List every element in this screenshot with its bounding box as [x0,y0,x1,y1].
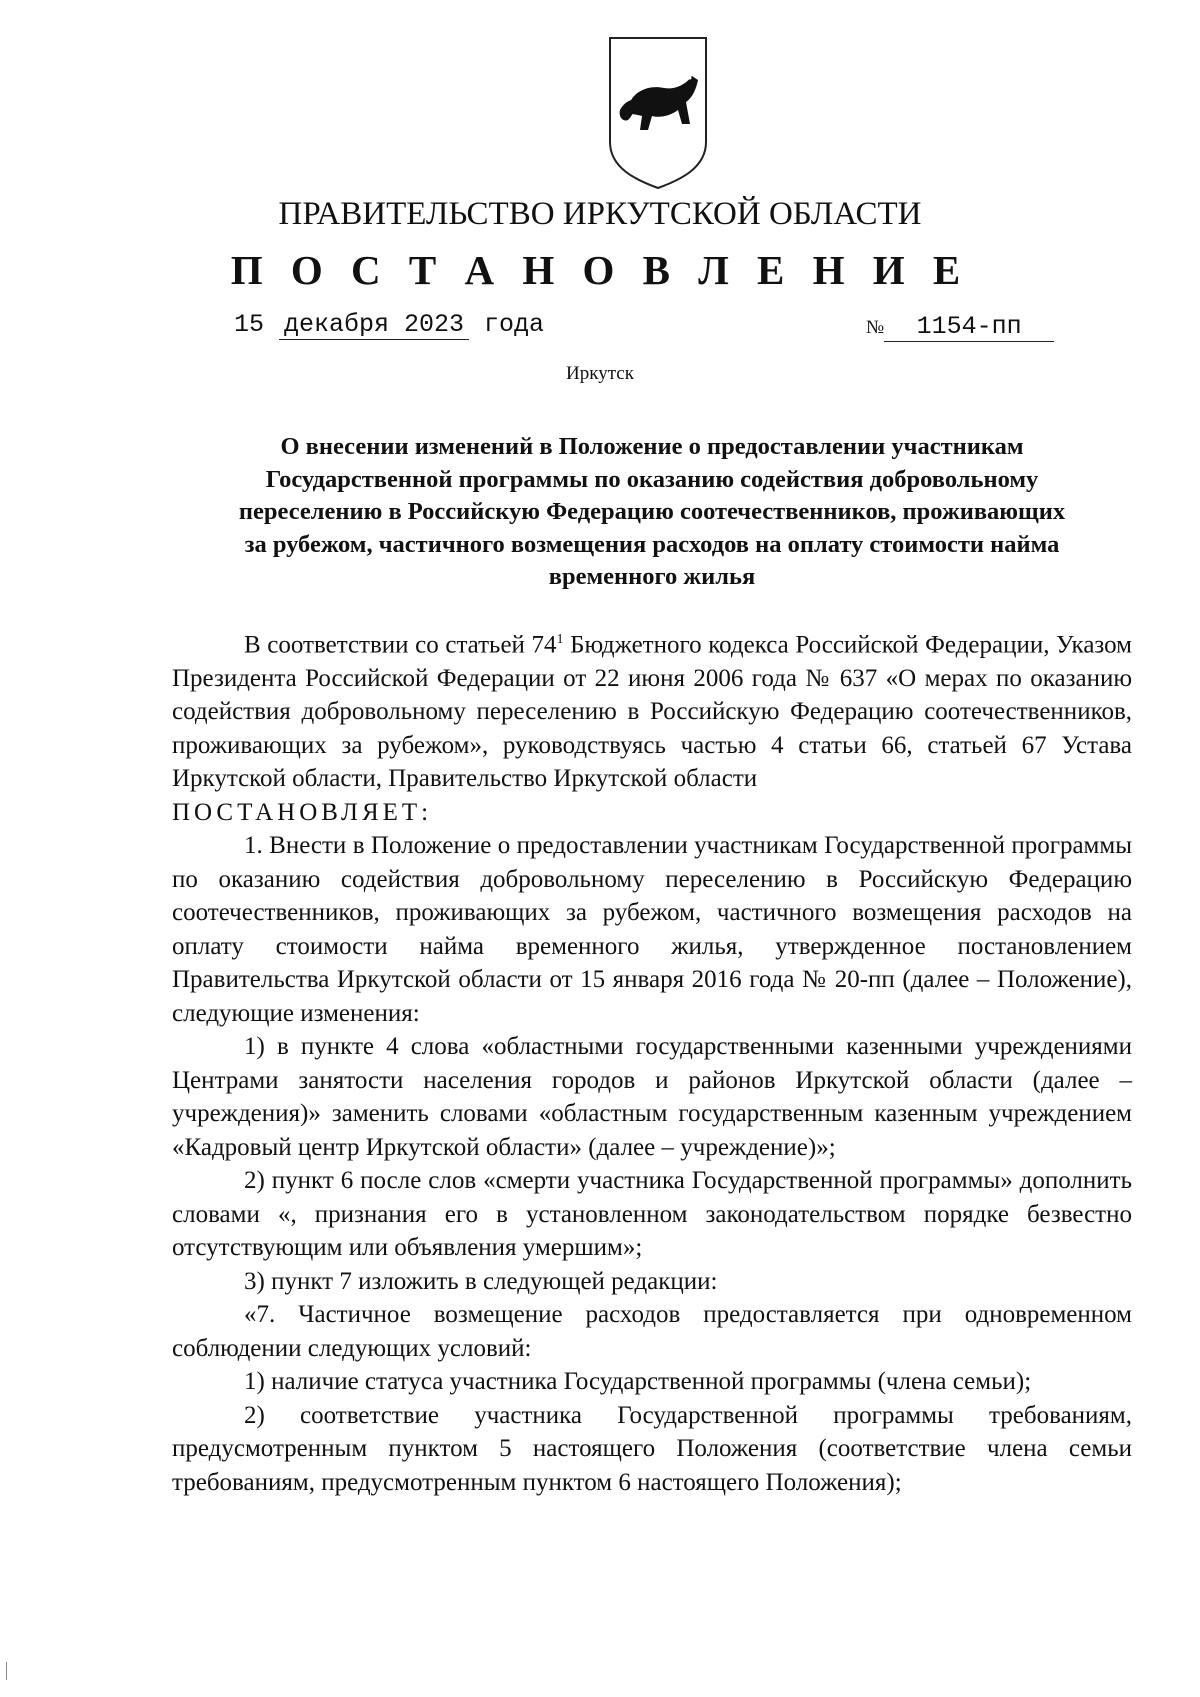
preamble-text-a: В соответствии со статьей 74 [244,631,557,659]
number-sign: № [866,317,885,338]
scan-edge-mark [6,1662,7,1680]
date-month-year: декабря 2023 [279,310,469,340]
date-suffix: года [484,310,545,339]
paragraph-1-subitem-1: 1) в пункте 4 слова «областными государственными казенными учреждениями Центрами занятости населения городов и районов Иркутской области (далее – учреждения)» заменить словами «областным государственным казенным учреждением «Кадровый центр Иркутской области» (далее – учреждение)»; [172,1033,1132,1161]
document-number [866,312,1054,342]
title-line: О внесении изменений в Положение о предоставлении участникам [280,433,1024,460]
title-line: за рубежом, частичного возмещения расходов на оплату стоимости найма [244,530,1060,558]
clause-7-item-2: 2) соответствие участника Государственной программы требованиям, предусмотренным пунктом 5 настоящего Положения (соответствие члена семьи требованиям, предусмотренным пунктом 6 настоящего Положения); [172,1401,1132,1496]
document-title [172,431,1132,594]
preamble-text-b: Бюджетного кодекса Российской Федерации, Указом Президента Российской Федерации от 22 июня 2006 года № 637 «О мерах по оказанию содействия добровольному переселению в Российскую Федерацию соотечественников, проживающих за рубежом», руководствуясь частью 4 статьи 66, статьей 67 Устава Иркутской области, Правительство Иркутской области [172,631,1132,793]
date-day: 15 [234,310,265,339]
clause-7: «7. Частичное возмещение расходов предоставляется при одновременном соблюдении следующих условий: [172,1301,1132,1362]
paragraph-1: 1. Внести в Положение о предоставлении участникам Государственной программы по оказанию содействия добровольному переселению в Российскую Федерацию соотечественников, проживающих за рубежом, частичного возмещения расходов на оплату стоимости найма временного жилья, утвержденное постановлением Правительства Иркутской области от 15 января 2016 года № 20-пп (далее – Положение), следующие изменения: [172,832,1132,1027]
title-line: временного жилья [548,563,756,590]
document-date [234,310,544,340]
clause-7-item-1: 1) наличие статуса участника Государственной программы (члена семьи); [244,1368,1032,1396]
document-body [172,623,1132,1499]
document-type: П О С Т А Н О В Л Е Н И Е [230,247,970,293]
organization-name: ПРАВИТЕЛЬСТВО ИРКУТСКОЙ ОБЛАСТИ [278,196,922,232]
title-line: Государственной программы по оказанию содействия добровольному [265,465,1039,493]
decree-word: ПОСТАНОВЛЯЕТ: [172,798,433,826]
article-superscript: 1 [556,632,564,647]
paragraph-1-subitem-2: 2) пункт 6 после слов «смерти участника Государственной программы» дополнить словами «, признания его в установленном законодательством порядке безвестно отсутствующим или объявления умершим»; [172,1167,1132,1262]
preamble-paragraph [172,623,1132,796]
number-value: 1154-пп [884,312,1054,342]
title-line: переселению в Российскую Федерацию соотечественников, проживающих [238,498,1066,525]
coat-of-arms-icon [606,32,710,190]
document-city: Иркутск [566,363,634,384]
paragraph-1-subitem-3: 3) пункт 7 изложить в следующей редакции: [244,1267,718,1295]
